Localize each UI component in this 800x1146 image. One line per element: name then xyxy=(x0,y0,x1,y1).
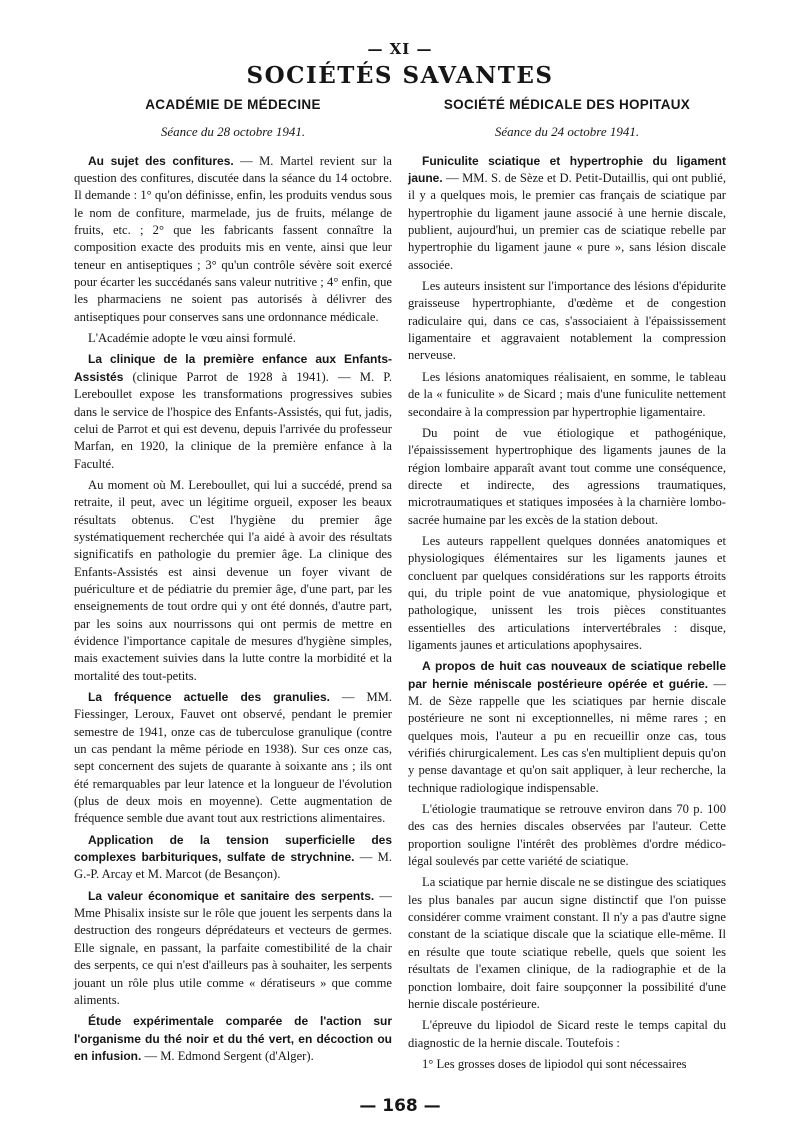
article-heading: Application de la tension superficielle des complexes barbituriques, sulfate de strychnine. xyxy=(74,832,392,865)
right-column xyxy=(408,96,726,1077)
article-paragraph xyxy=(408,801,726,870)
article-body: L'épreuve du lipiodol de Sicard reste le temps capital du diagnostic de la hernie discale. Toutefois : xyxy=(408,1018,726,1050)
article-paragraph xyxy=(408,1056,726,1073)
seance-date-right: Séance du 24 octobre 1941. xyxy=(494,124,640,140)
article-body: Les auteurs rappellent quelques données anatomiques et physiologiques élémentaires sur les ligaments jaunes et concluent par quelques considérations sur les rapports étroits qui, du triple point de vue anatomique, physiologique et pathologique, unissent les trois pièces constituantes essentielles des articulations intervertébrales : disque, ligaments jaunes et articulations apophysaires. xyxy=(408,533,726,652)
article-body: Du point de vue étiologique et pathogénique, l'épaississement hypertrophique des ligaments jaunes de la région lombaire apparaît avant tout comme une conséquence, directe et indirecte, des agressions traumatiques, microtraumatiques et statiques imposées à la charnière lombo-sacrée humaine par les excès de la station debout. xyxy=(408,425,726,527)
article-body: — Mme Phisalix insiste sur le rôle que jouent les serpents dans la destruction des rongeurs déprédateurs et vecteurs de germes. Elle signale, en passant, la parfaite comestibilité de la chair des serpents, ce qui n'est d'ailleurs pas à souhaiter, les serpents jouant un rôle plus utile comme « dératiseurs » que comme aliments. xyxy=(74,888,392,1007)
page-roman-numeral: — XI — xyxy=(367,40,433,58)
article-body: La sciatique par hernie discale ne se distingue des sciatiques les plus banales par aucun signe distinctif que l'on puisse considérer comme vraiment constant. Il n'y a pas d'autre signe constant de la sciatique discale que la sciatique elle-même. Il en résulte que toute sciatique rebelle, quels que soient les résultats de l'examen clinique, de la radiographie et de la ponction lombaire, doit faire soupçonner la possibilité d'une hernie discale postérieure. xyxy=(408,875,726,1011)
article-paragraph xyxy=(74,832,392,884)
article-heading: La fréquence actuelle des granulies. xyxy=(88,690,330,704)
article-body: Les auteurs insistent sur l'importance des lésions d'épidurite graisseuse hypertrophiante, d'œdème et de congestion radiculaire qui, dans ce cas, s'associaient à l'épaississement ligamentaire et aggravaient notablement la compression nerveuse. xyxy=(408,279,726,363)
article-body: — M. Martel revient sur la question des confitures, discutée dans la séance du 14 octobre. Il demande : 1° qu'on définisse, enfin, les produits vendus sous le nom de confiture, marmelade, jus de fruits, mélange de fruits, etc. ; 2° que les fabricants fassent connaître la composition exacte des produits mis en vente, ainsi que leur teneur en antiseptiques ; 3° qu'un contrôle sévère soit exercé pour écarter les succédanés sans valeur nutritive ; 4° enfin, que les pharmaciens ne soient pas autorisés à délivrer des antiseptiques pour conserves sans une ordonnance médicale. xyxy=(74,153,392,324)
article-body: — M. G.-P. Arcay et M. Marcot (de Besançon). xyxy=(74,850,392,882)
article-body: — MM. S. de Sèze et D. Petit-Dutaillis, qui ont publié, il y a quelques mois, le premier cas français de sciatique par hypertrophie du ligament jaune associé à une hernie discale, publient, aujourd'hui, un premier cas de sciatique rebelle par hypertrophie du ligament jaune « pure », sans lésion discale associée. xyxy=(408,171,726,272)
article-paragraph xyxy=(408,658,726,797)
article-paragraph xyxy=(408,533,726,654)
article-paragraph xyxy=(74,330,392,347)
article-paragraph xyxy=(74,477,392,685)
seance-date-left: Séance du 28 octobre 1941. xyxy=(160,124,306,140)
article-paragraph xyxy=(408,153,726,274)
article-body: (clinique Parrot de 1928 à 1941). — M. P. Lereboullet expose les transformations progressives subies dans le service de l'hospice des Enfants-Assistés, qui fut, jadis, celui de Parrot et qui est devenu, depuis l'arrivée du professeur Marfan, en 1920, la clinique de la première enfance à la Faculté. xyxy=(74,369,392,471)
article-heading: La valeur économique et sanitaire des serpents. xyxy=(88,888,375,903)
society-title-hopitaux: SOCIÉTÉ MÉDICALE DES HOPITAUX xyxy=(443,97,691,112)
article-paragraph xyxy=(408,874,726,1013)
article-heading: Étude expérimentale comparée de l'action sur l'organisme du thé noir et du thé vert, en décoction ou en infusion. xyxy=(74,1014,392,1063)
article-paragraph xyxy=(74,1013,392,1065)
article-body: L'étiologie traumatique se retrouve environ dans 70 p. 100 des cas des hernies discales observées par l'auteur. Cette proportion souligne l'intérêt des problèmes d'ordre médico-légal soulevés par cette variété de sciatique. xyxy=(408,802,726,869)
article-paragraph xyxy=(408,425,726,529)
article-body: 1° Les grosses doses de lipiodol qui sont nécessaires xyxy=(422,1056,687,1071)
left-column xyxy=(74,96,392,1069)
article-heading: A propos de huit cas nouveaux de sciatique rebelle par hernie méniscale postérieure opérée et guérie. xyxy=(408,659,726,691)
article-heading: Au sujet des confitures. xyxy=(88,153,234,168)
article-paragraph xyxy=(74,351,392,472)
article-body: L'Académie adopte le vœu ainsi formulé. xyxy=(88,331,296,346)
article-body: — M. de Sèze rappelle que les sciatiques par hernie discale postérieure ne sont ni exceptionnelles, ni même rares ; en quelques mois, l'auteur a pu en recueillir onze cas, tous vérifiés chirurgicalement. Les cas s'en multiplient depuis qu'on y pense davantage et qu'on sait appliquer, à leur recherche, la technique radiologique indispensable. xyxy=(408,676,726,795)
page-number: — 168 — xyxy=(359,1096,441,1116)
article-body: Au moment où M. Lereboullet, qui lui a succédé, prend sa retraite, il peut, avec un légitime orgueil, exposer les beaux résultats obtenus. C'est l'hygiène du premier âge systématiquement recherchée qui l'a aidé à avoir des résultats significatifs en pathologie du premier âge. La clinique des Enfants-Assistés est ainsi devenue un foyer vivant de puériculture et de pédiatrie du premier âge, d'une part, par les enseignements de tout ordre qui y ont été donnés, d'autre part, par les soins aux nourrissons qui ont permis de mettre en évidence l'importance capitale de mesures d'hygiène simples, mais exactement suivies dans la lutte contre la morbidité et la mortalité des tout-petits. xyxy=(74,477,392,683)
article-paragraph xyxy=(408,1017,726,1052)
article-paragraph xyxy=(408,278,726,365)
article-paragraph xyxy=(408,369,726,421)
article-heading: La clinique de la première enfance aux Enfants-Assistés xyxy=(74,352,392,384)
article-body: — MM. Fiessinger, Leroux, Fauvet ont observé, pendant le premier semestre de 1941, onze cas de tuberculose granulique (contre un cas pendant la même période en 1938). Sur ces onze cas, sept concernent des sujets de quarante à soixante ans ; ils ont été remarquables par leur latence et la longueur de l'évolution (plus de deux mois en moyenne). Cette augmentation de fréquence semble due avant tout aux restrictions alimentaires. xyxy=(74,690,392,826)
section-title: SOCIÉTÉS SAVANTES xyxy=(246,62,554,89)
article-body: Les lésions anatomiques réalisaient, en somme, le tableau de la « funiculite » de Sicard ; mais d'une funiculite nettement secondaire à la compression par hypertrophie ligamentaire. xyxy=(408,369,726,419)
article-paragraph xyxy=(74,689,392,828)
article-body: — M. Edmond Sergent (d'Alger). xyxy=(141,1048,314,1063)
article-paragraph xyxy=(74,888,392,1009)
article-heading: Funiculite sciatique et hypertrophie du ligament jaune. xyxy=(408,153,726,186)
article-paragraph xyxy=(74,153,392,326)
society-title-academie: ACADÉMIE DE MÉDECINE xyxy=(145,97,321,112)
